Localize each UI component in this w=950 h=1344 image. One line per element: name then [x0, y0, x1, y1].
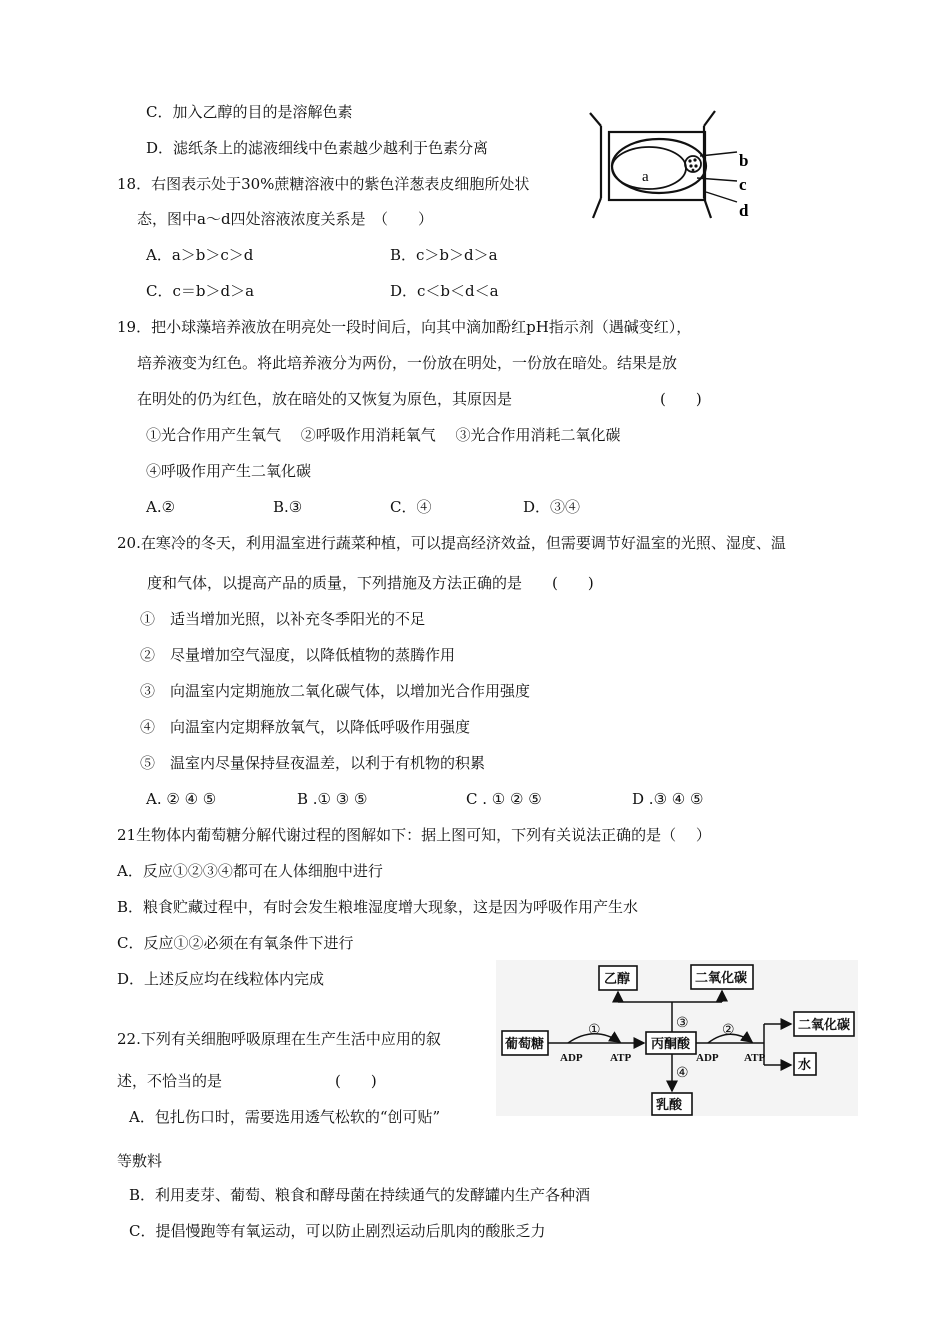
q19-option-c: C．④	[390, 498, 432, 516]
q22-option-b: B．利用麦芽、葡萄、粮食和酵母菌在持续通气的发酵罐内生产各种酒	[129, 1186, 591, 1204]
q19-statements-line1: ①光合作用产生氧气 ②呼吸作用消耗氧气 ③光合作用消耗二氧化碳	[146, 426, 621, 444]
atp-1: ATP	[610, 1052, 632, 1064]
label-c: c	[739, 175, 747, 194]
label-water: 水	[798, 1057, 812, 1072]
q20-option-a: A. ② ④ ⑤	[146, 790, 217, 808]
q19-option-a: A.②	[146, 498, 176, 516]
q22-option-c: C．提倡慢跑等有氧运动，可以防止剧烈运动后肌肉的酸胀乏力	[129, 1222, 546, 1240]
q20-item-2: ② 尽量增加空气湿度，以降低植物的蒸腾作用	[140, 646, 456, 664]
q21-option-b: B．粮食贮藏过程中，有时会发生粮堆湿度增大现象，这是因为呼吸作用产生水	[117, 898, 639, 916]
label-b: b	[739, 151, 749, 170]
q20-option-c: C . ① ② ⑤	[466, 790, 542, 808]
vacuole	[612, 147, 686, 189]
q21-stem: 21生物体内葡萄糖分解代谢过程的图解如下：据上图可知，下列有关说法正确的是（ ）	[117, 826, 711, 844]
atp-2: ATP	[744, 1052, 766, 1064]
q19-option-b: B.③	[273, 498, 303, 516]
q18-cell-figure	[585, 108, 765, 228]
label-co2-right: 二氧化碳	[798, 1017, 851, 1032]
q20-item-5: ⑤ 温室内尽量保持昼夜温差，以利于有机物的积累	[140, 754, 486, 772]
reaction-4: ④	[676, 1066, 689, 1081]
label-ethanol: 乙醇	[604, 971, 631, 986]
q22-answer-paren: ( )	[335, 1072, 377, 1090]
reaction-1: ①	[588, 1023, 601, 1038]
wall-line-bl	[593, 198, 601, 218]
q22-option-a-line2: 等敷料	[117, 1152, 163, 1170]
adp-2: ADP	[696, 1052, 719, 1064]
q19-stem-line2: 培养液变为红色。将此培养液分为两份，一份放在明处，一份放在暗处。结果是放	[137, 354, 678, 372]
q20-stem-line2: 度和气体，以提高产品的质量，下列措施及方法正确的是 ( )	[147, 574, 594, 592]
wall-line-tr	[704, 111, 715, 126]
q20-stem-line1: 20.在寒冷的冬天，利用温室进行蔬菜种植，可以提高经济效益，但需要调节好温室的光照、湿度、温	[117, 534, 786, 552]
reaction-2: ②	[722, 1023, 735, 1038]
q17-option-c: C．加入乙醇的目的是溶解色素	[146, 103, 353, 121]
label-lactic: 乳酸	[656, 1097, 683, 1112]
pointer-d	[706, 192, 737, 202]
q21-option-a: A．反应①②③④都可在人体细胞中进行	[117, 862, 383, 880]
q20-item-1: ① 适当增加光照，以补充冬季阳光的不足	[140, 610, 426, 628]
label-d: d	[739, 201, 749, 220]
q22-option-a-line1: A．包扎伤口时，需要选用透气松软的“创可贴”	[129, 1108, 441, 1126]
reaction-3: ③	[676, 1016, 689, 1031]
q20-option-d: D .③ ④ ⑤	[632, 790, 704, 808]
label-glucose: 葡萄糖	[505, 1036, 545, 1051]
q20-item-3: ③ 向温室内定期施放二氧化碳气体，以增加光合作用强度	[140, 682, 531, 700]
q19-option-d: D．③④	[523, 498, 581, 516]
q22-stem-line2: 述，不恰当的是	[117, 1072, 223, 1090]
q18-stem-line1: 18．右图表示处于30%蔗糖溶液中的紫色洋葱表皮细胞所处状	[117, 175, 530, 193]
q18-option-b: B．c＞b＞d＞a	[390, 246, 498, 264]
q18-stem-line2: 态，图中a～d四处溶液浓度关系是 （ ）	[137, 210, 434, 228]
q20-option-b: B .① ③ ⑤	[297, 790, 368, 808]
q19-statements-line2: ④呼吸作用产生二氧化碳	[146, 462, 312, 480]
q18-option-a: A．a＞b＞c＞d	[146, 246, 254, 264]
q19-answer-paren: ( )	[660, 390, 702, 408]
q17-option-d: D．滤纸条上的滤液细线中色素越少越利于色素分离	[146, 139, 489, 157]
label-pyruvate: 丙酮酸	[651, 1036, 691, 1051]
q19-stem-line3: 在明处的仍为红色，放在暗处的又恢复为原色，其原因是	[137, 390, 513, 408]
q21-option-d: D．上述反应均在线粒体内完成	[117, 970, 325, 988]
q22-stem-line1: 22.下列有关细胞呼吸原理在生产生活中应用的叙	[117, 1030, 441, 1048]
label-a: a	[642, 169, 649, 185]
q19-stem-line1: 19．把小球藻培养液放在明亮处一段时间后，向其中滴加酚红pH指示剂（遇碱变红），	[117, 318, 692, 336]
adp-1: ADP	[560, 1052, 583, 1064]
label-co2-top: 二氧化碳	[695, 970, 748, 985]
q18-option-c: C．c＝b＞d＞a	[146, 282, 255, 300]
wall-line-tl	[590, 113, 601, 126]
q21-option-c: C．反应①②必须在有氧条件下进行	[117, 934, 354, 952]
q18-option-d: D．c＜b＜d＜a	[390, 282, 499, 300]
q20-item-4: ④ 向温室内定期释放氧气，以降低呼吸作用强度	[140, 718, 471, 736]
glucose-metabolism-diagram	[496, 960, 858, 1116]
